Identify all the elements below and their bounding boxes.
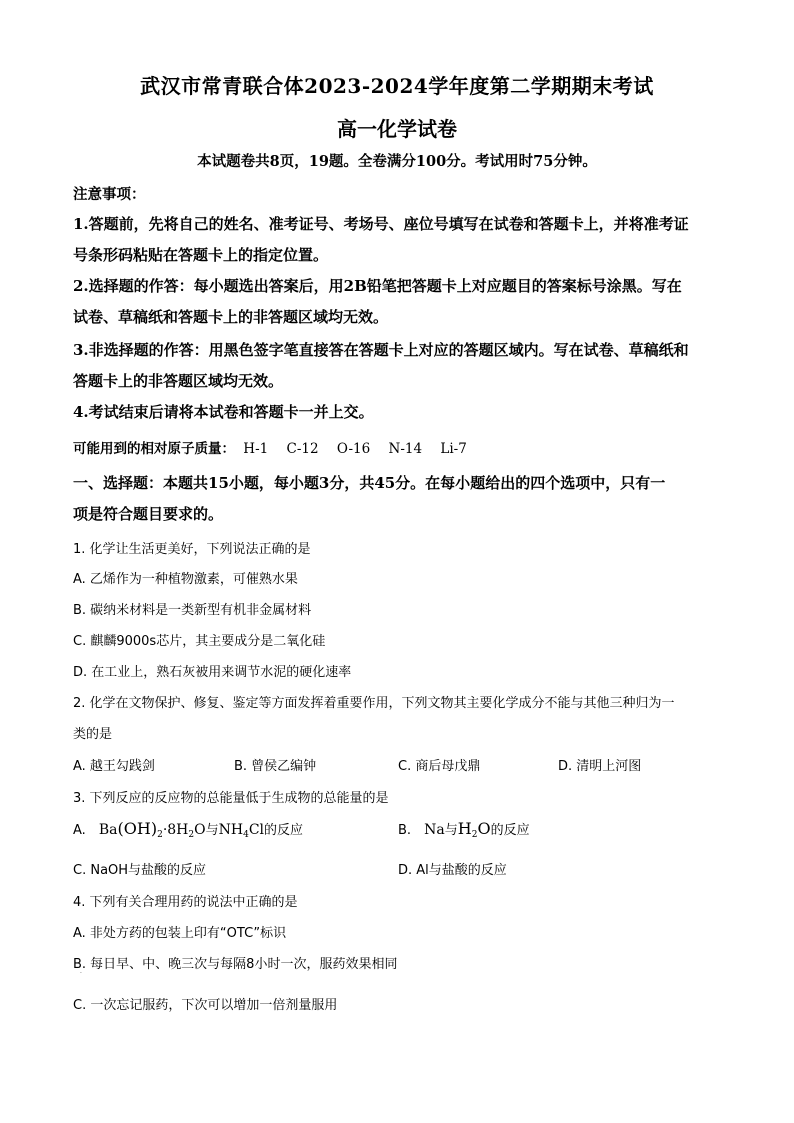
- q2-stem-cont: 类的是: [73, 727, 113, 742]
- q3-option-b-h: H: [457, 819, 472, 838]
- atomic-mass-row: [73, 437, 467, 457]
- q4-option-c: C. 一次忘记服药，下次可以增加一倍剂量服用: [73, 998, 338, 1013]
- q1-option-a: A. 乙烯作为一种植物激素，可催熟水果: [73, 572, 298, 587]
- q3-option-a-cl: Cl: [248, 822, 265, 838]
- section-heading-cont: 项是符合题目要求的。: [73, 505, 224, 523]
- q3-option-b-with: 与: [444, 823, 458, 838]
- q3-option-a-ba: Ba: [98, 822, 118, 838]
- atomic-mass-h: H-1: [243, 441, 269, 457]
- q3-option-b: [398, 819, 530, 840]
- q1-stem: 1. 化学让生活更美好，下列说法正确的是: [73, 542, 311, 557]
- q1-option-b: B. 碳纳米材料是一类新型有机非金属材料: [73, 603, 312, 618]
- atomic-mass-label: 可能用到的相对原子质量：: [73, 441, 235, 457]
- exam-title: 武汉市常青联合体2023-2024学年度第二学期期末考试: [140, 74, 654, 98]
- q3-option-a-oh: (OH): [117, 819, 158, 838]
- q2-option-a: A. 越王勾践剑: [73, 759, 155, 774]
- q3-option-a-sub2: 2: [157, 830, 163, 840]
- q3-option-a-nh: NH: [218, 822, 244, 838]
- q3-option-a: [73, 819, 303, 840]
- exam-subtitle: 高一化学试卷: [337, 117, 457, 141]
- q2-option-b: B. 曾侯乙编钟: [234, 759, 317, 774]
- q4-stem: 4. 下列有关合理用药的说法中正确的是: [73, 895, 298, 910]
- q3-option-c: C. NaOH与盐酸的反应: [73, 863, 207, 878]
- exam-info: 本试题卷共8页，19题。全卷满分100分。考试用时75分钟。: [197, 153, 597, 170]
- notice-item-4: 4.考试结束后请将本试卷和答题卡一并上交。: [73, 403, 374, 421]
- q2-option-d: D. 清明上河图: [558, 759, 642, 774]
- q3-stem: 3. 下列反应的反应物的总能量低于生成物的总能量的是: [73, 791, 389, 806]
- q2-option-c: C. 商后母戊鼎: [398, 759, 481, 774]
- atomic-mass-c: C-12: [286, 441, 319, 457]
- notice-item-2: 2.选择题的作答：每小题选出答案后，用2B铅笔把答题卡上对应题目的答案标号涂黑。写在: [73, 277, 682, 295]
- notice-item-1-cont: 号条形码粘贴在答题卡上的指定位置。: [73, 246, 329, 264]
- q2-stem: 2. 化学在文物保护、修复、鉴定等方面发挥着重要作用，下列文物其主要化学成分不能与其他三种归为一: [73, 696, 675, 711]
- q1-option-d: D. 在工业上，熟石灰被用来调节水泥的硬化速率: [73, 665, 352, 680]
- q3-option-a-sub4: 4: [243, 830, 249, 840]
- q3-option-b-prefix: B.: [398, 823, 412, 838]
- q3-option-a-dot: ·8H: [162, 822, 189, 838]
- q3-option-b-o: O: [477, 819, 491, 838]
- notice-item-3-cont: 答题卡上的非答题区域均无效。: [73, 372, 284, 390]
- q3-option-b-na: Na: [424, 822, 445, 838]
- q3-option-b-suffix: 的反应: [490, 823, 530, 838]
- q1-option-c: C. 麒麟9000s芯片，其主要成分是二氧化硅: [73, 634, 326, 649]
- q4-option-b-mark: ·: [80, 970, 82, 977]
- q3-option-a-suffix: 的反应: [264, 823, 304, 838]
- q3-option-a-with: 与: [205, 823, 219, 838]
- notice-item-1: 1.答题前，先将自己的姓名、准考证号、考场号、座位号填写在试卷和答题卡上，并将准考证: [73, 215, 689, 233]
- q4-option-b: B. 每日早、中、晚三次与每隔8小时一次，服药效果相同: [73, 957, 398, 972]
- section-heading: 一、选择题：本题共15小题，每小题3分，共45分。在每小题给出的四个选项中，只有一: [73, 474, 666, 492]
- notice-item-3: 3.非选择题的作答：用黑色签字笔直接答在答题卡上对应的答题区域内。写在试卷、草稿纸和: [73, 341, 689, 359]
- notice-heading: 注意事项：: [73, 186, 146, 203]
- q4-option-a: A. 非处方药的包装上印有“OTC”标识: [73, 926, 287, 941]
- q3-option-d: D. Al与盐酸的反应: [398, 863, 507, 878]
- atomic-mass-n: N-14: [388, 441, 423, 457]
- q3-option-a-prefix: A.: [73, 823, 86, 838]
- notice-item-2-cont: 试卷、草稿纸和答题卡上的非答题区域均无效。: [73, 308, 389, 326]
- q3-option-a-o: O: [194, 822, 206, 838]
- atomic-mass-li: Li-7: [440, 441, 467, 457]
- q3-option-a-sub2b: 2: [188, 830, 195, 840]
- q3-option-b-sub2: 2: [471, 830, 478, 840]
- atomic-mass-o: O-16: [336, 441, 371, 457]
